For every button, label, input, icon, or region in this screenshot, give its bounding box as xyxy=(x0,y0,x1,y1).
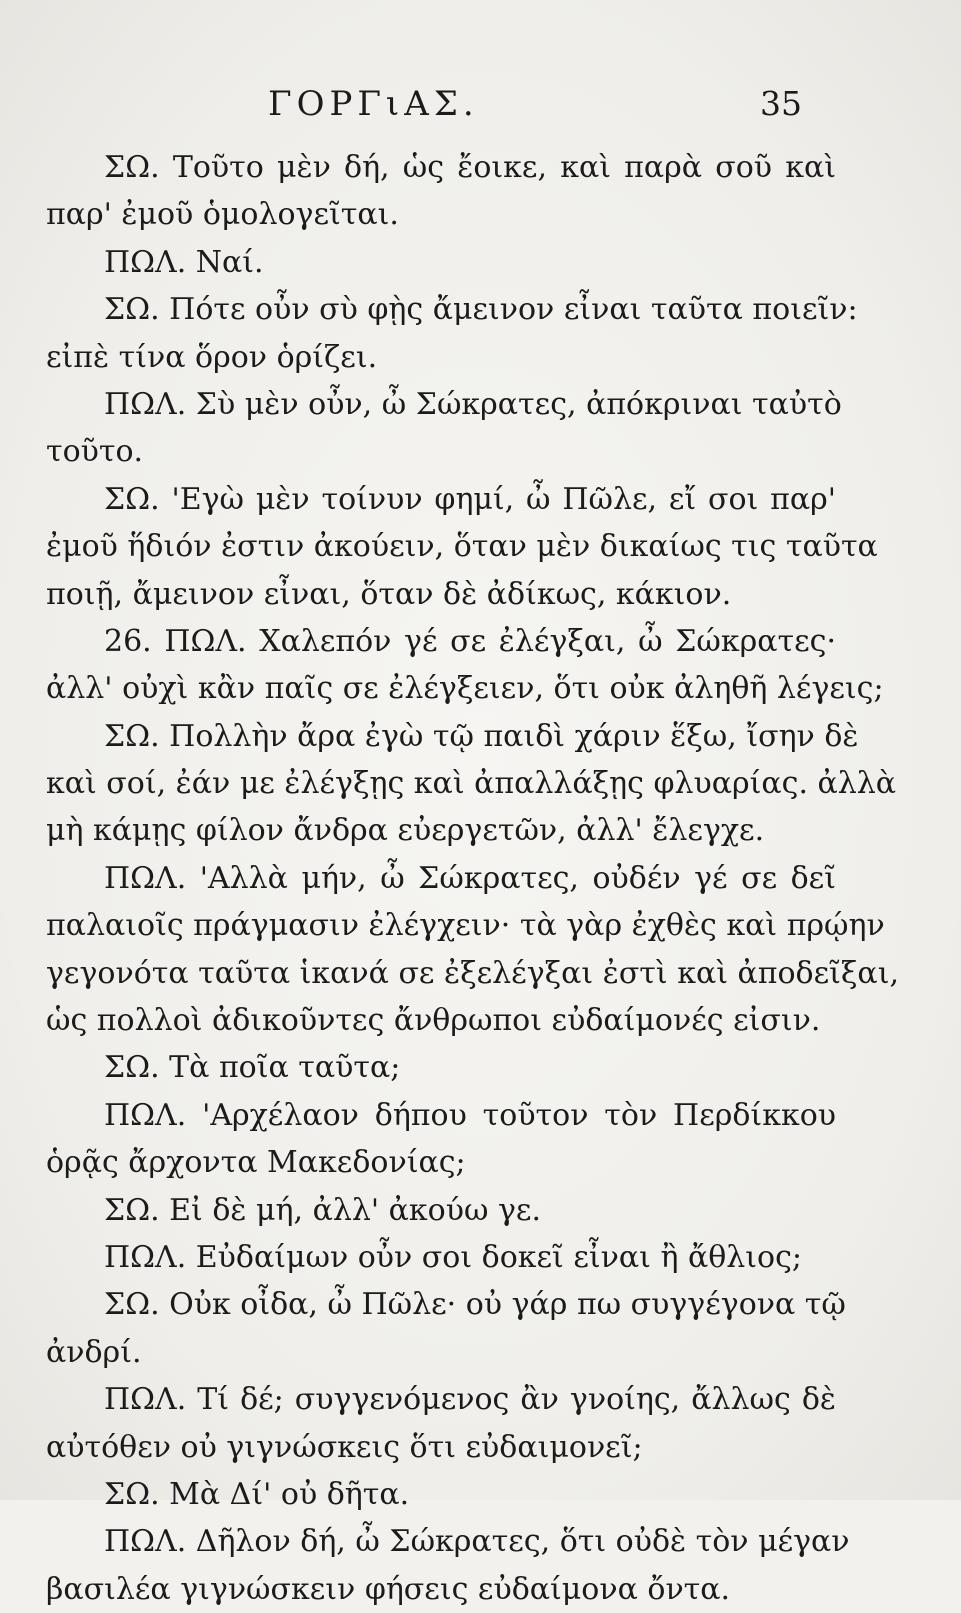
text-line: ἀνδρί. xyxy=(46,1334,142,1370)
text-line: ΠΩΛ. Δῆλον δή, ὦ Σώκρατες, ὅτι οὐδὲ τὸν μέγαν xyxy=(104,1524,850,1560)
text-line: ΣΩ. Τοῦτο μὲν δή, ὡς ἔοικε, καὶ παρὰ σοῦ καὶ xyxy=(104,150,836,185)
text-line: ΠΩΛ. Σὺ μὲν οὖν, ὦ Σώκρατες, ἀπόκριναι ταὐτὸ xyxy=(104,386,842,422)
text-line: ὡς πολλοὶ ἀδικοῦντες ἄνθρωποι εὐδαίμονές εἰσιν. xyxy=(46,1003,821,1039)
text-line: βασιλέα γιγνώσκειν φήσεις εὐδαίμονα ὄντα. xyxy=(46,1571,731,1607)
text-line: ποιῇ, ἄμεινον εἶναι, ὅταν δὲ ἀδίκως, κάκιον. xyxy=(46,576,732,612)
text-line: ΠΩΛ. Τί δέ; συγγενόμενος ἂν γνοίης, ἄλλως δὲ xyxy=(104,1382,836,1418)
text-line: αὐτόθεν οὐ γιγνώσκεις ὅτι εὐδαιμονεῖ; xyxy=(46,1429,643,1465)
text-line: ΣΩ. 'Εγὼ μὲν τοίνυν φημί, ὦ Πῶλε, εἴ σοι παρ' xyxy=(104,481,836,517)
text-line: τοῦτο. xyxy=(46,434,144,470)
text-line: ΣΩ. Τὰ ποῖα ταῦτα; xyxy=(104,1050,401,1086)
text-line: παρ' ἐμοῦ ὁμολογεῖται. xyxy=(46,197,399,233)
text-line: ΠΩΛ. Εὐδαίμων οὖν σοι δοκεῖ εἶναι ἢ ἄθλιος; xyxy=(104,1239,803,1275)
text-line: ΣΩ. Μὰ Δί' οὐ δῆτα. xyxy=(104,1476,410,1512)
text-line: ΠΩΛ. 'Αλλὰ μήν, ὦ Σώκρατες, οὐδέν γέ σε δεῖ xyxy=(104,860,836,896)
text-line: 26. ΠΩΛ. Χαλεπόν γέ σε ἐλέγξαι, ὦ Σώκρατες· xyxy=(104,623,836,659)
text-line: μὴ κάμῃς φίλον ἄνδρα εὐεργετῶν, ἀλλ' ἔλεγχε. xyxy=(46,813,765,849)
text-line: ΣΩ. Εἰ δὲ μή, ἀλλ' ἀκούω γε. xyxy=(104,1192,541,1228)
text-line: ΣΩ. Οὐκ οἶδα, ὦ Πῶλε· οὐ γάρ πω συγγέγονα τῷ xyxy=(104,1287,846,1323)
text-line: ΠΩΛ. Ναί. xyxy=(104,244,264,280)
text-line: ἐμοῦ ἥδιόν ἐστιν ἀκούειν, ὅταν μὲν δικαίως τις ταῦτα xyxy=(46,529,878,565)
text-line: παλαιοῖς πράγμασιν ἐλέγχειν· τὰ γὰρ ἐχθὲς καὶ πρῴην xyxy=(46,908,885,944)
text-line: ΠΩΛ. 'Αρχέλαον δήπου τοῦτον τὸν Περδίκκου xyxy=(104,1097,836,1133)
text-line: ὁρᾷς ἄρχοντα Μακεδονίας; xyxy=(46,1145,466,1181)
text-line: εἰπὲ τίνα ὅρον ὁρίζει. xyxy=(46,339,378,375)
running-title: ΓΟΡΓιΑΣ. xyxy=(268,84,479,124)
text-line: ἀλλ' οὐχὶ κἂν παῖς σε ἐλέγξειεν, ὅτι οὐκ ἀληθῆ λέγεις; xyxy=(46,671,884,707)
text-line: ΣΩ. Πότε οὖν σὺ φῂς ἄμεινον εἶναι ταῦτα ποιεῖν: xyxy=(104,292,858,328)
text-line: καὶ σοί, ἐάν με ἐλέγξῃς καὶ ἀπαλλάξῃς φλυαρίας. ἀλλὰ xyxy=(46,766,897,802)
page-number: 35 xyxy=(760,84,802,123)
dialogue-text xyxy=(46,144,899,1613)
text-line: ΣΩ. Πολλὴν ἄρα ἐγὼ τῷ παιδὶ χάριν ἕξω, ἴσην δὲ xyxy=(104,718,859,754)
text-line: γεγονότα ταῦτα ἱκανά σε ἐξελέγξαι ἐστὶ καὶ ἀποδεῖξαι, xyxy=(46,955,899,991)
